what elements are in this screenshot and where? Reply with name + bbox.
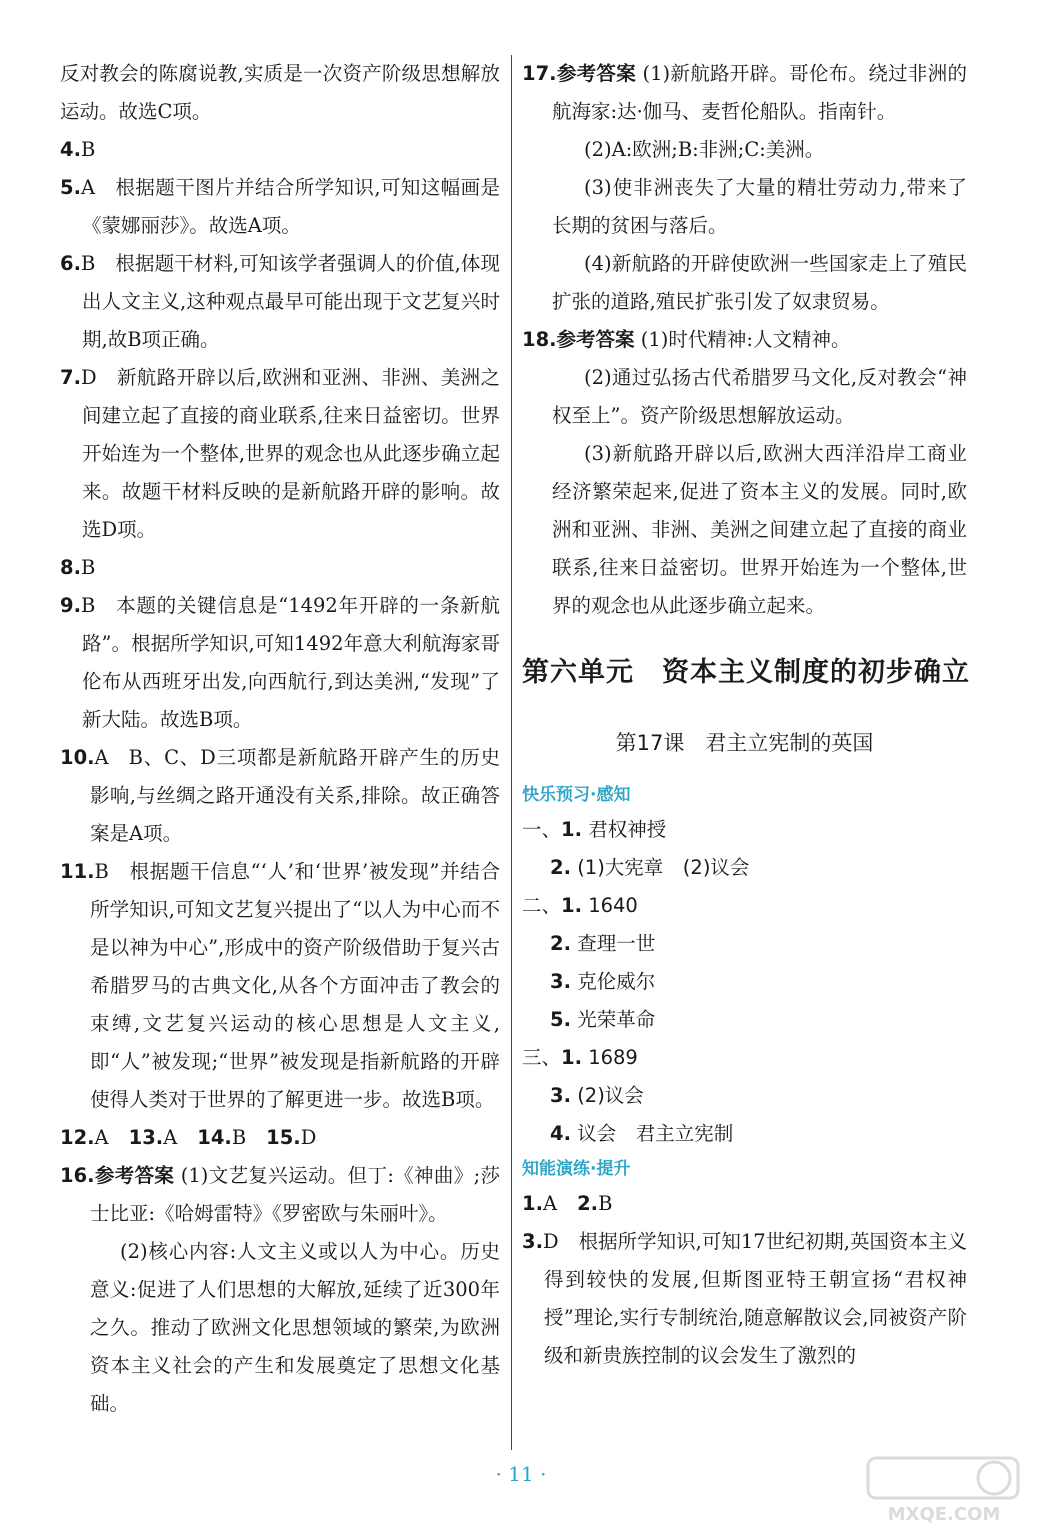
item-number: 11. [60, 860, 95, 883]
outline-answer: 查理一世 [577, 932, 656, 955]
answer-item [522, 55, 967, 131]
item-number: 5. [550, 1008, 571, 1031]
answer-row [60, 1119, 500, 1157]
item-answer: A [542, 1192, 558, 1215]
outline-answer: 1640 [588, 894, 638, 917]
item-number: 3. [522, 1230, 543, 1253]
item-answer: B [80, 138, 96, 161]
outline-line [522, 963, 967, 1001]
answer-paragraph: (1)时代精神:人文精神。 [640, 328, 851, 351]
item-number: 3. [550, 1084, 571, 1107]
outline-line [522, 925, 967, 963]
answer-paragraph: (3)新航路开辟以后,欧洲大西洋沿岸工商业经济繁荣起来,促进了资本主义的发展。同时,欧洲和亚洲、非洲、美洲之间建立起了直接的商业联系,往来日益密切。世界开始连为一个整体,世界的观念也从此逐步确立起来。 [552, 442, 967, 617]
item-answer: B [80, 252, 96, 275]
reference-answer-label: 参考答案 [556, 328, 635, 351]
watermark-text: MXQE.COM [887, 1504, 1001, 1525]
column-divider [511, 55, 512, 1450]
item-answer: B [231, 1126, 247, 1149]
item-answer: D [542, 1230, 559, 1253]
outline-answer: 克伦威尔 [577, 970, 656, 993]
continuation-text: 反对教会的陈腐说教,实质是一次资产阶级思想解放运动。故选C项。 [60, 62, 500, 123]
item-number: 3. [550, 970, 571, 993]
item-answer: A [80, 176, 96, 199]
item-number: 2. [577, 1192, 599, 1215]
outline-line [522, 1001, 967, 1039]
item-explanation: 新航路开辟以后,欧洲和亚洲、非洲、美洲之间建立起了直接的商业联系,往来日益密切。世界开始连为一个整体,世界的观念也从此逐步确立起来。故题干材料反映的是新航路开辟的影响。故选D项。 [82, 366, 500, 541]
answer-item [60, 739, 500, 853]
answer-paragraph: (1)文艺复兴运动。但丁:《神曲》;莎士比亚:《哈姆雷特》《罗密欧与朱丽叶》。 [90, 1164, 500, 1225]
left-column [60, 55, 500, 1423]
outline-line [522, 1039, 967, 1077]
answer-paragraph: (2)核心内容:人文主义或以人为中心。历史意义:促进了人们思想的大解放,延续了近300年之久。推动了欧洲文化思想领域的繁荣,为欧洲资本主义社会的产生和发展奠定了思想文化基础。 [90, 1240, 500, 1415]
item-number: 6. [60, 252, 81, 275]
item-number: 18. [522, 328, 557, 351]
item-answer: B [598, 1192, 613, 1215]
item-explanation: 根据题干材料,可知该学者强调人的价值,体现出人文主义,这种观点最早可能出现于文艺复兴时期,故B项正确。 [82, 252, 500, 351]
item-number: 1. [561, 1046, 582, 1069]
item-number: 12. [60, 1126, 95, 1149]
outline-answer: 君权神授 [588, 818, 667, 841]
item-number: 1. [561, 818, 582, 841]
item-answer: A [163, 1126, 178, 1149]
watermark-logo [864, 1452, 1024, 1526]
item-number: 2. [550, 856, 571, 879]
lesson-title: 第17课 君主立宪制的英国 [615, 731, 874, 755]
outline-marker: 三、 [522, 1046, 562, 1069]
answer-paragraph: (3)使非洲丧失了大量的精壮劳动力,带来了长期的贫困与落后。 [552, 176, 967, 237]
answer-item [522, 1223, 967, 1375]
item-explanation: B、C、D三项都是新航路开辟产生的历史影响,与丝绸之路开通没有关系,排除。故正确答案是A项。 [90, 746, 500, 845]
item-number: 17. [522, 62, 557, 85]
item-number: 1. [522, 1192, 543, 1215]
item-number: 8. [60, 556, 81, 579]
outline-answer: 光荣革命 [577, 1008, 656, 1031]
answer-row [522, 1185, 967, 1223]
answer-item [60, 245, 500, 359]
item-answer: D [80, 366, 97, 389]
answer-paragraph: (2)A:欧洲;B:非洲;C:美洲。 [584, 138, 825, 161]
item-number: 13. [128, 1126, 164, 1149]
item-number: 15. [266, 1126, 301, 1149]
outline-answer: (1)大宪章 (2)议会 [577, 856, 750, 879]
outline-answer: 议会 君主立宪制 [577, 1122, 734, 1145]
outline-answer: 1689 [588, 1046, 638, 1069]
item-number: 4. [60, 138, 81, 161]
item-number: 10. [60, 746, 95, 769]
item-number: 7. [60, 366, 81, 389]
item-number: 5. [60, 176, 81, 199]
answer-paragraph: (1)新航路开辟。哥伦布。绕过非洲的航海家:达·伽马、麦哲伦船队。指南针。 [552, 62, 968, 123]
answer-item [60, 359, 500, 549]
item-number: 9. [60, 594, 81, 617]
answer-item [60, 587, 500, 739]
item-number: 16. [60, 1164, 95, 1187]
outline-line [522, 811, 967, 849]
item-explanation: 根据题干信息“‘人’和‘世界’被发现”并结合所学知识,可知文艺复兴提出了“以人为中心而不是以神为中心”,形成中的资产阶级借助于复兴古希腊罗马的古典文化,从各个方面冲击了教会的束缚,文艺复兴运动的核心思想是人文主义,即“人”被发现;“世界”被发现是指新航路的开辟使得人类对于世界的了解更进一步。故选B项。 [90, 860, 500, 1111]
item-answer: B [80, 556, 96, 579]
answer-item [60, 853, 500, 1119]
unit-title: 第六单元 资本主义制度的初步确立 [522, 657, 970, 688]
section-heading-preview: 快乐预习·感知 [522, 785, 631, 805]
answer-item [522, 321, 967, 359]
item-explanation: 根据题干图片并结合所学知识,可知这幅画是《蒙娜丽莎》。故选A项。 [82, 176, 500, 237]
item-explanation: 根据所学知识,可知17世纪初期,英国资本主义得到较快的发展,但斯图亚特王朝宣扬“君权神授”理论,实行专制统治,随意解散议会,同被资产阶级和新贵族控制的议会发生了激烈的 [544, 1230, 967, 1367]
item-answer: A [94, 746, 109, 769]
item-answer: A [94, 1126, 109, 1149]
outline-line [522, 849, 967, 887]
answer-paragraph: (2)通过弘扬古代希腊罗马文化,反对教会“神权至上”。资产阶级思想解放运动。 [552, 366, 967, 427]
reference-answer-label: 参考答案 [556, 62, 637, 85]
item-number: 1. [561, 894, 582, 917]
item-explanation: 本题的关键信息是“1492年开辟的一条新航路”。根据所学知识,可知1492年意大利航海家哥伦布从西班牙出发,向西航行,到达美洲,“发现”了新大陆。故选B项。 [82, 594, 500, 731]
item-answer: B [94, 860, 109, 883]
right-column [522, 55, 970, 1375]
item-answer: B [80, 594, 96, 617]
outline-line [522, 1077, 967, 1115]
answer-item [60, 1157, 500, 1233]
outline-marker: 二、 [522, 894, 562, 917]
answer-item [60, 549, 500, 587]
outline-line [522, 887, 967, 925]
page-number: · 11 · [495, 1462, 547, 1486]
answer-item [60, 169, 500, 245]
answer-paragraph: (4)新航路的开辟使欧洲一些国家走上了殖民扩张的道路,殖民扩张引发了奴隶贸易。 [552, 252, 967, 313]
reference-answer-label: 参考答案 [94, 1164, 175, 1187]
item-number: 4. [550, 1122, 571, 1145]
outline-answer: (2)议会 [577, 1084, 644, 1107]
answer-item [60, 131, 500, 169]
item-number: 2. [550, 932, 571, 955]
outline-line [522, 1115, 967, 1153]
section-heading-practice: 知能演练·提升 [522, 1159, 631, 1179]
item-answer: D [300, 1126, 317, 1149]
item-number: 14. [197, 1126, 232, 1149]
outline-marker: 一、 [522, 818, 562, 841]
